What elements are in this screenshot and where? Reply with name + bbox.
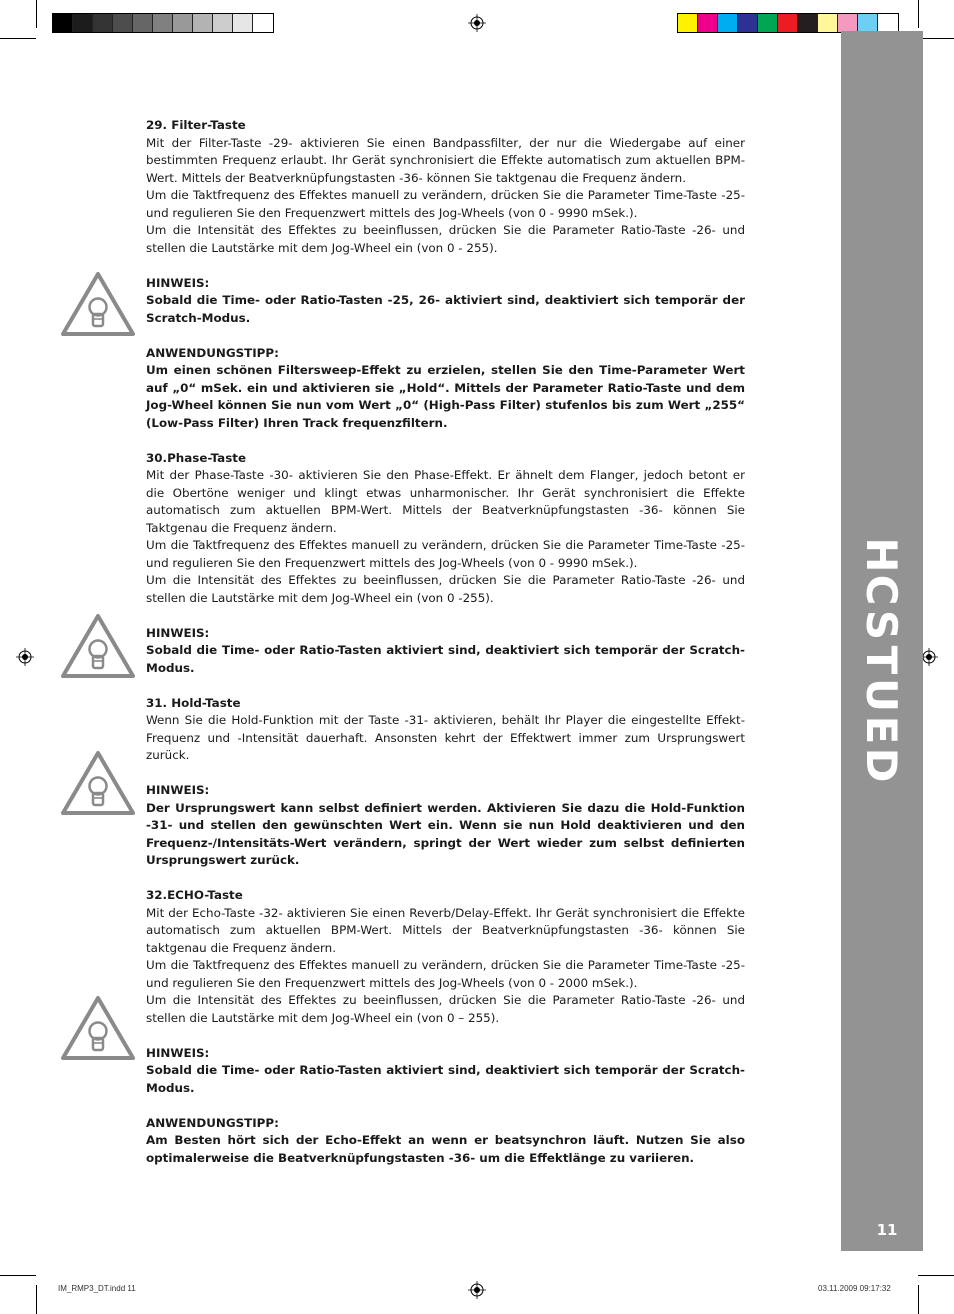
side-letter: T [857,645,906,675]
crop-mark [0,38,36,39]
paragraph: Mit der Phase-Taste -30- aktivieren Sie den Phase-Effekt. Er ähnelt dem Flanger, jedoch betont er die Obertöne weniger und klingt etwas unharmonischer. Ihr Gerät synchronisiert die Effekte automatisch zum aktuellen BPM-Wert. Mittels der Beatverknüpfungstasten -36- können Sie Taktgenau die Frequenz ändern. [146,468,745,535]
crop-mark [918,1275,954,1276]
footer-file-info: IM_RMP3_DT.indd 11 [58,1284,136,1293]
registration-mark-icon [16,648,34,666]
swatch-0 [53,14,73,32]
swatch-5 [153,14,173,32]
swatch-4 [758,14,778,32]
tip-text: Um einen schönen Filtersweep-Effekt zu erzielen, stellen Sie den Time-Parameter Wert auf „0“ mSek. ein und aktivieren sie „Hold“. Mittels der Parameter Ratio-Taste und dem Jog-Wheel können Sie nun vom Wert „0“ (High-Pass Filter) stufenlos bis zum Wert „255“ (Low-Pass Filter) Ihren Track frequenzfiltern. [146,363,745,430]
crop-mark [36,0,37,28]
swatch-3 [738,14,758,32]
page-number: 11 [876,1221,898,1239]
side-letter: D [857,747,906,783]
swatch-9 [858,14,878,32]
tip-title: ANWENDUNGSTIPP: [146,1115,279,1130]
swatch-8 [838,14,858,32]
tip-text: Am Besten hört sich der Echo-Effekt an wenn er beatsynchron läuft. Nutzen Sie also optimalerweise die Beatverknüpfungstasten -36- um die Effektlänge zu variieren. [146,1133,745,1165]
gray-calibration-bar [52,13,274,33]
paragraph: Um die Intensität des Effektes zu beeinflussen, drücken Sie die Parameter Ratio-Taste -26- und stellen die Lautstärke mit dem Jog-Wheel ein (von 0 - 255). [146,223,745,255]
note-text: Sobald die Time- oder Ratio-Tasten aktiviert sind, deaktiviert sich temporär der Scratch-Modus. [146,643,745,675]
swatch-0 [678,14,698,32]
warning-lightbulb-icon [60,750,136,816]
paragraph: Um die Taktfrequenz des Effektes manuell zu verändern, drücken Sie die Parameter Time-Taste -25- und regulieren Sie den Frequenzwert mittels des Jog-Wheels (von 0 - 9990 mSek.). [146,188,745,220]
swatch-1 [73,14,93,32]
swatch-6 [173,14,193,32]
side-letter: H [857,537,906,573]
paragraph: Um die Intensität des Effektes zu beeinflussen, drücken Sie die Parameter Ratio-Taste -26- und stellen die Lautstärke mit dem Jog-Wheel ein (von 0 – 255). [146,993,745,1025]
side-letter: C [857,574,906,606]
swatch-3 [113,14,133,32]
note-text: Sobald die Time- oder Ratio-Tasten aktiviert sind, deaktiviert sich temporär der Scratch-Modus. [146,1063,745,1095]
side-letter: S [857,609,906,641]
swatch-1 [698,14,718,32]
note-text: Sobald die Time- oder Ratio-Tasten -25, 26- aktiviert sind, deaktiviert sich temporär der Scratch-Modus. [146,293,745,325]
footer-timestamp: 03.11.2009 09:17:32 [818,1284,891,1293]
swatch-6 [798,14,818,32]
warning-lightbulb-icon [60,271,136,337]
swatch-10 [253,14,273,32]
paragraph: Um die Intensität des Effektes zu beeinflussen, drücken Sie die Parameter Ratio-Taste -26- und stellen die Lautstärke mit dem Jog-Wheel ein (von 0 -255). [146,573,745,605]
paragraph: Um die Taktfrequenz des Effektes manuell zu verändern, drücken Sie die Parameter Time-Taste -25- und regulieren Sie den Frequenzwert mittels des Jog-Wheels (von 0 - 9990 mSek.). [146,538,745,570]
swatch-2 [718,14,738,32]
registration-mark-icon [468,1281,486,1299]
warning-lightbulb-icon [60,995,136,1061]
note-title: HINWEIS: [146,1045,210,1060]
section-heading: 30.Phase-Taste [146,450,247,465]
swatch-9 [233,14,253,32]
warning-lightbulb-icon [60,613,136,679]
tip-title: ANWENDUNGSTIPP: [146,345,279,360]
crop-mark [36,1285,37,1314]
paragraph: Mit der Filter-Taste -29- aktivieren Sie einen Bandpassfilter, der nur die Wiedergabe auf einer bestimmten Frequenz erlaubt. Ihr Gerät synchronisiert die Effekte automatisch zum aktuellen BPM-Wert. Mittels der Beatverknüpfungstasten -36- können Sie taktgenau die Frequenz ändern. [146,135,745,185]
crop-mark [918,0,919,28]
crop-mark [918,1285,919,1314]
color-calibration-bar [677,13,899,33]
swatch-2 [93,14,113,32]
section-heading: 32.ECHO-Taste [146,888,243,902]
side-letter: U [857,677,906,713]
paragraph: Um die Taktfrequenz des Effektes manuell zu verändern, drücken Sie die Parameter Time-Taste -25- und regulieren Sie den Frequenzwert mittels des Jog-Wheels (von 0 - 2000 mSek.). [146,958,745,990]
crop-mark [0,1275,36,1276]
section-heading: 29. Filter-Taste [146,118,246,132]
note-title: HINWEIS: [146,625,210,640]
swatch-4 [133,14,153,32]
crop-mark [918,38,954,39]
swatch-10 [878,14,898,32]
swatch-7 [818,14,838,32]
main-content [146,117,745,1167]
swatch-7 [193,14,213,32]
swatch-5 [778,14,798,32]
note-text: Der Ursprungswert kann selbst definiert werden. Aktivieren Sie dazu die Hold-Funktion -31- und stellen den gewünschten Wert ein. Wenn sie nun Hold deaktivieren und den Frequenz-/Intensitäts-Wert verändern, springt der Wert wieder zum selbst definierten Ursprungswert zurück. [146,800,745,867]
note-title: HINWEIS: [146,783,210,797]
note-title: HINWEIS: [146,275,210,290]
language-label [846,537,916,783]
section-heading: 31. Hold-Taste [146,695,241,710]
paragraph: Mit der Echo-Taste -32- aktivieren Sie einen Reverb/Delay-Effekt. Ihr Gerät synchronisiert die Effekte automatisch zum aktuellen BPM-Wert. Mittels der Beatverknüpfungstasten -36- können Sie taktgenau die Frequenz ändern. [146,905,745,955]
registration-mark-icon [468,14,486,32]
paragraph: Wenn Sie die Hold-Funktion mit der Taste -31- aktivieren, behält Ihr Player die eingestellte Effekt-Frequenz und -Intensität dauerhaft. Ansonsten kehrt der Effektwert immer zum Ursprungswert zurück. [146,713,745,762]
swatch-8 [213,14,233,32]
side-letter: E [857,715,906,745]
